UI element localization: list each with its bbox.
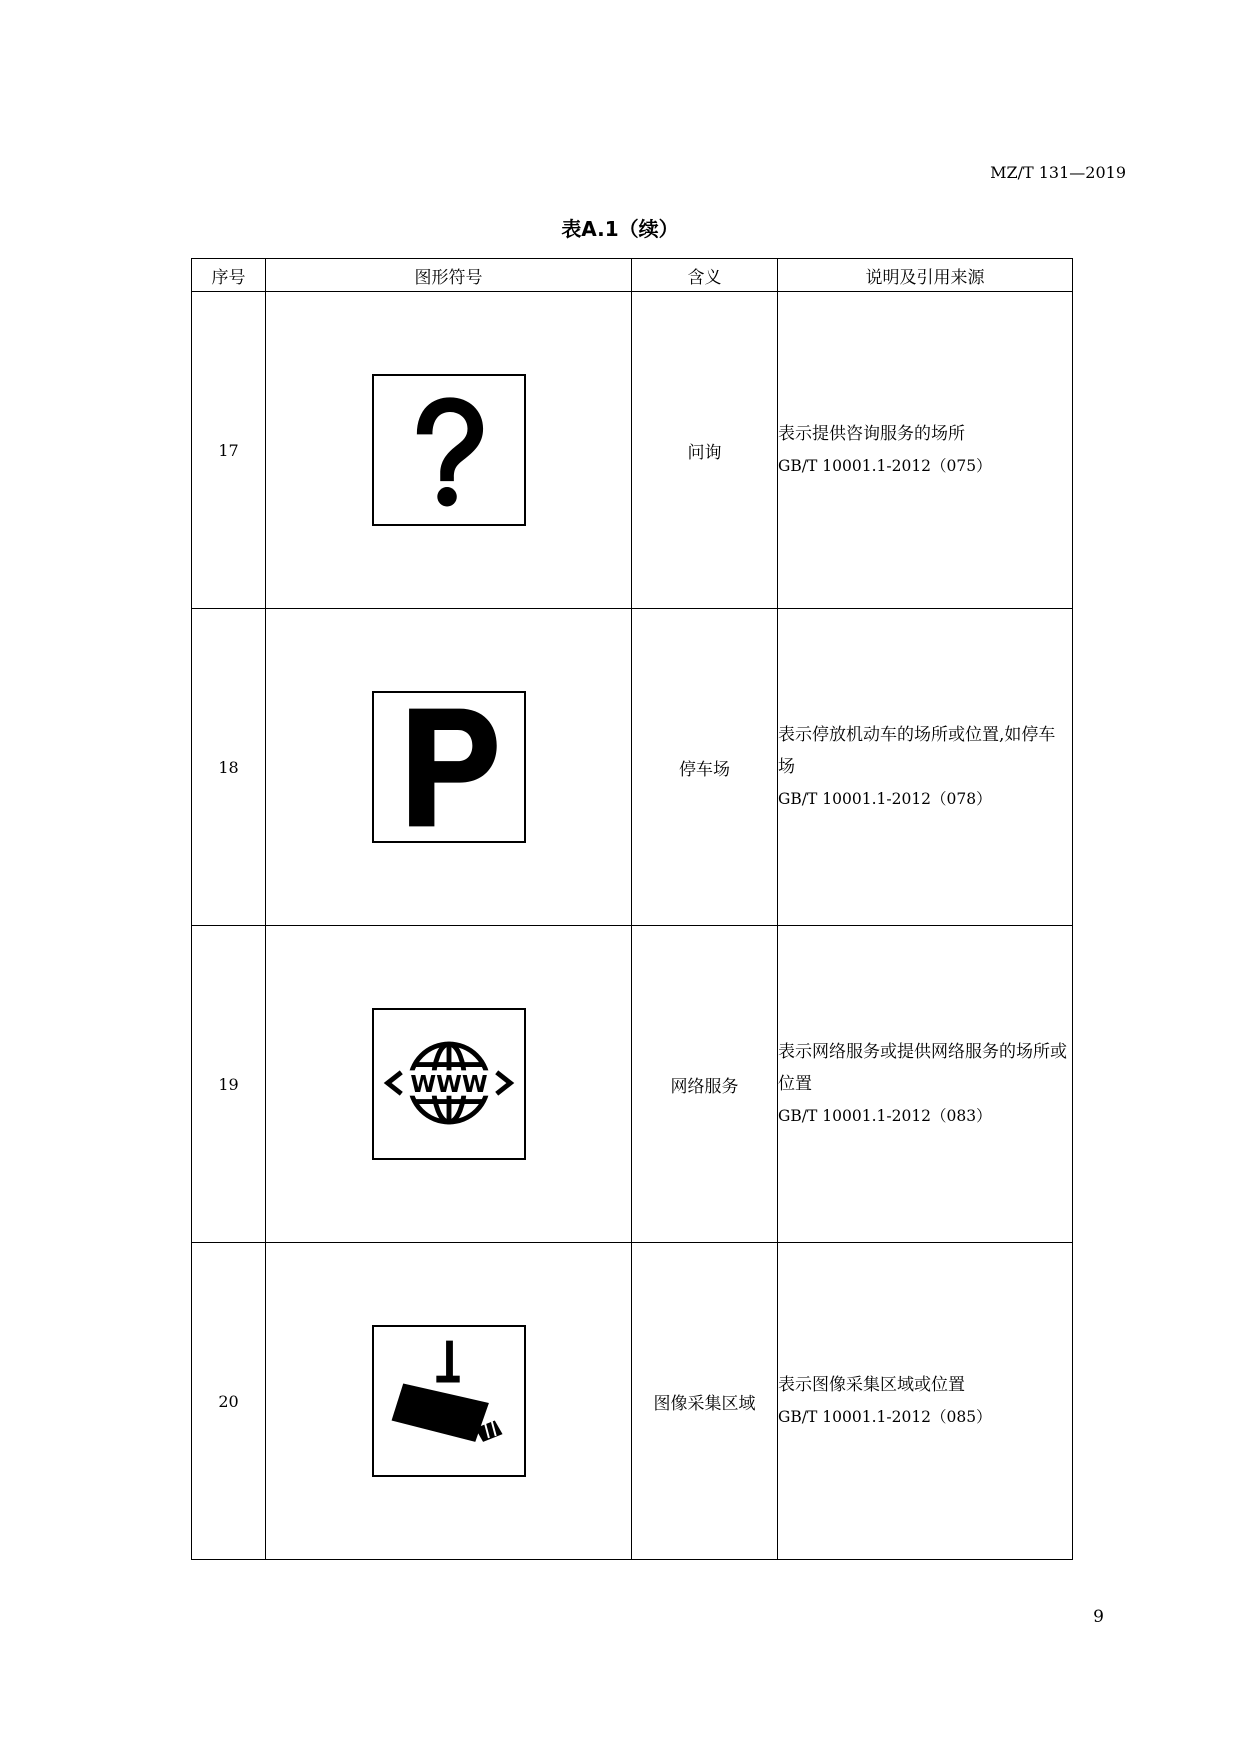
description-cell <box>778 1243 1073 1560</box>
symbol-cell <box>266 292 632 609</box>
row-number: 20 <box>192 1243 266 1560</box>
col-header-no: 序号 <box>192 259 266 292</box>
description-text: 表示提供咨询服务的场所 <box>778 424 965 444</box>
description-text: 表示停放机动车的场所或位置,如停车场 <box>778 725 1056 777</box>
row-number: 18 <box>192 609 266 926</box>
question-mark-icon <box>372 374 526 526</box>
description-text: 表示网络服务或提供网络服务的场所或位置 <box>778 1042 1067 1094</box>
source-reference: GB/T 10001.1-2012（083） <box>778 1107 992 1125</box>
row-number: 17 <box>192 292 266 609</box>
table-row <box>192 609 1073 926</box>
symbol-cell <box>266 609 632 926</box>
table-header-row <box>192 259 1073 292</box>
meaning-cell: 网络服务 <box>632 926 778 1243</box>
source-reference: GB/T 10001.1-2012（075） <box>778 457 992 475</box>
table-row <box>192 926 1073 1243</box>
col-header-symbol: 图形符号 <box>266 259 632 292</box>
www-globe-icon <box>372 1008 526 1160</box>
description-cell <box>778 292 1073 609</box>
parking-p-icon <box>372 691 526 843</box>
standard-code: MZ/T 131—2019 <box>990 163 1126 182</box>
table-title: 表A.1（续） <box>561 217 679 241</box>
page-number: 9 <box>1093 1607 1104 1627</box>
table-row <box>192 292 1073 609</box>
description-text: 表示图像采集区域或位置 <box>778 1375 965 1395</box>
meaning-cell: 问询 <box>632 292 778 609</box>
meaning-cell: 停车场 <box>632 609 778 926</box>
surveillance-camera-icon <box>372 1325 526 1477</box>
symbol-cell <box>266 1243 632 1560</box>
meaning-cell: 图像采集区域 <box>632 1243 778 1560</box>
description-cell <box>778 609 1073 926</box>
svg-text:WWW: WWW <box>409 1069 488 1098</box>
col-header-meaning: 含义 <box>632 259 778 292</box>
symbol-table <box>191 258 1073 1560</box>
source-reference: GB/T 10001.1-2012（085） <box>778 1408 992 1426</box>
row-number: 19 <box>192 926 266 1243</box>
description-cell <box>778 926 1073 1243</box>
table-row <box>192 1243 1073 1560</box>
symbol-cell <box>266 926 632 1243</box>
col-header-description: 说明及引用来源 <box>778 259 1073 292</box>
source-reference: GB/T 10001.1-2012（078） <box>778 790 992 808</box>
